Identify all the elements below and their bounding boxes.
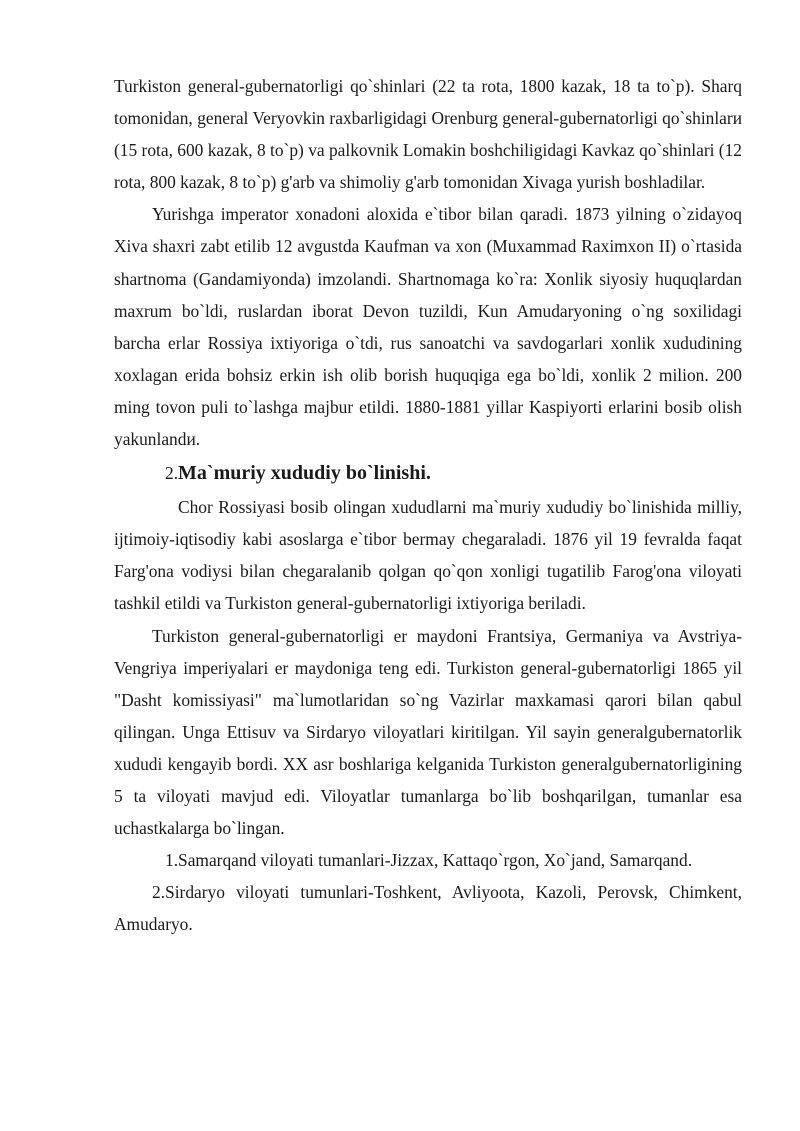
section-heading — [114, 455, 742, 491]
list-item-sirdaryo: 2.Sirdaryo viloyati tumunlari-Toshkent, Avliyoota, Kazoli, Perovsk, Chimkent, Amudaryo. — [114, 882, 742, 935]
section-title: Ma`muriy xududiy bo`linishi. — [178, 462, 431, 485]
section-number: 2. — [165, 463, 179, 484]
list-item-samarqand: 1.Samarqand viloyati tumanlari-Jizzax, Kattaqo`rgon, Xo`jand, Samarqand. — [165, 850, 693, 871]
paragraph-khiva-treaty: Yurishga imperator xonadoni aloxida e`tibor bilan qaradi. 1873 yilning o`zidayoq Xiva shaxri zabt etilib 12 avgustda Kaufman va xon (Muxammad Raximxon II) o`rtasida shartnoma (Gandamiyonda) imzolandi. Shartnomaga ko`ra: Xonlik siyosiy huquqlardan maxrum bo`ldi, ruslardan iborat Devon tuzildi, Kun Amudaryoning o`ng soxilidagi barcha erlar Rossiya ixtiyoriga o`tdi, rus sanoatchi va savdogarlari xonlik xududining xoxlagan erida bohsiz erkin ish olib borish huquqiga ega bo`ldi, xonlik 2 milion. 200 ming tovon puli to`lashga majbur etildi. 1880-1881 yillar Kaspiyorti erlarini bosib olish yakunlandи. — [114, 204, 742, 450]
paragraph-administrative-division: Chor Rossiyasi bosib olingan xududlarni ma`muriy xududiy bo`linishida milliy, ijtimoiy-iqtisodiy kabi asoslarga e`tibor bermay chegaraladi. 1876 yil 19 fevralda faqat Farg'ona vodiysi bilan chegaralanib qolgan qo`qon xonligi tugatilib Farog'ona viloyati tashkil etildi va Turkiston general-gubernatorligi ixtiyoriga beriladi. — [114, 497, 742, 614]
paragraph-troops: Turkiston general-gubernatorligi qo`shinlari (22 ta rota, 1800 kazak, 18 ta to`p). Sharq tomonidan, general Veryovkin raxbarligidagi Orenburg general-gubernatorligi qo`shinlarи (15 rota, 600 kazak, 8 to`p) va palkovnik Lomakin boshchiligidagi Kavkaz qo`shinlari (12 rota, 800 kazak, 8 to`p) g'arb va shimoliy g'arb tomonidan Xivaga yurish boshladilar. — [114, 76, 742, 193]
document-page — [114, 70, 742, 940]
paragraph-governorate-area: Turkiston general-gubernatorligi er maydoni Frantsiya, Germaniya va Avstriya-Vengriya imperiyalari er maydoniga teng edi. Turkiston general-gubernatorligi 1865 yil "Dasht komissiyasi" ma`lumotlaridan so`ng Vazirlar maxkamasi qarori bilan qabul qilingan. Unga Ettisuv va Sirdaryo viloyatlari kiritilgan. Yil sayin generalgubernatorlik xududi kengayib bordi. XX asr boshlariga kelganida Turkiston generalgubernatorligining 5 ta viloyati mavjud edi. Viloyatlar tumanlarga bo`lib boshqarilgan, tumanlar esa uchastkalarga bo`lingan. — [114, 625, 742, 839]
